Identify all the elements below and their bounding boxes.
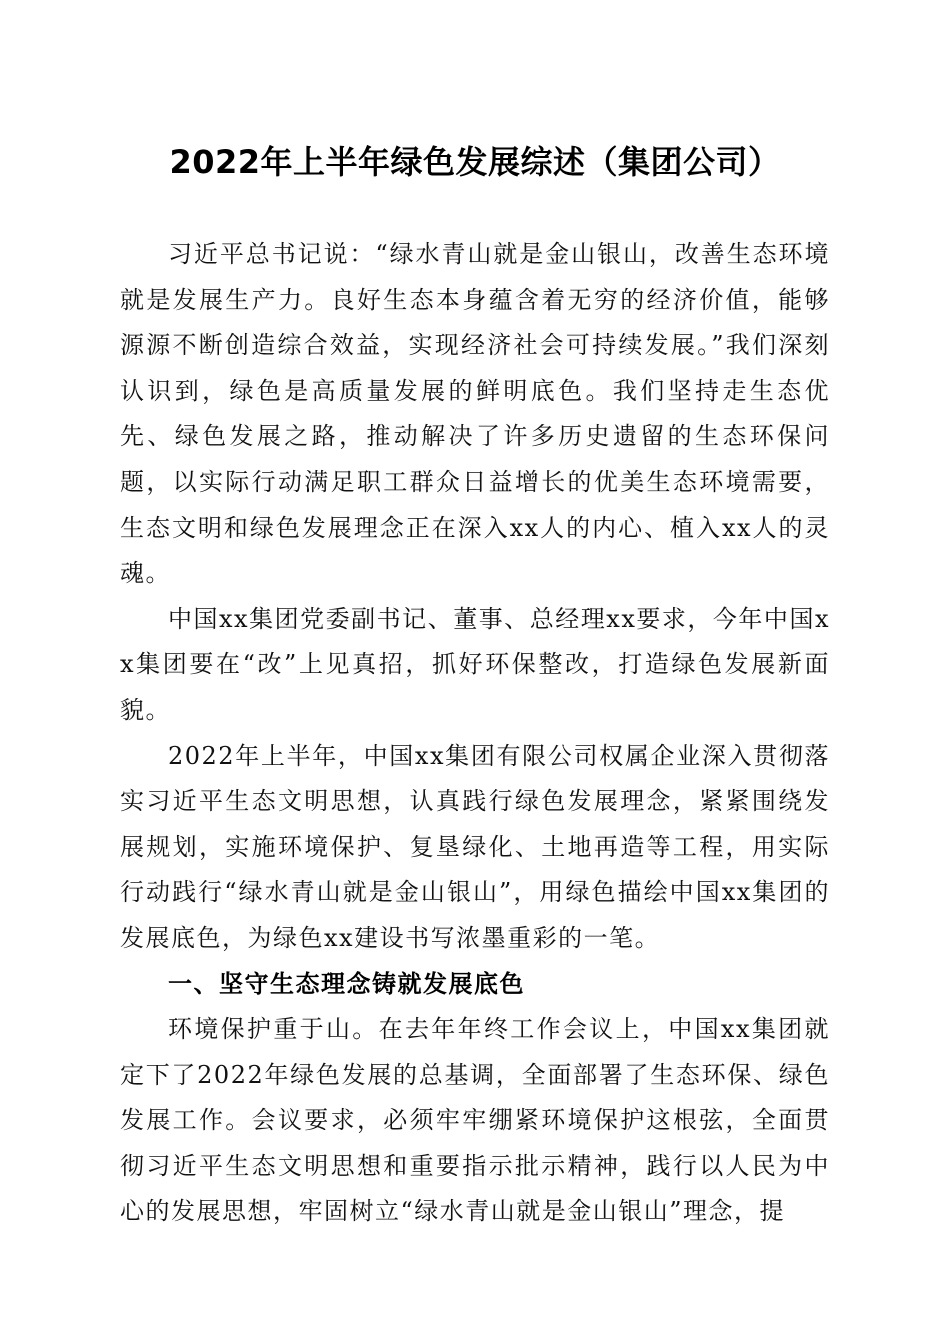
paragraph-half-year-summary: 2022年上半年，中国xx集团有限公司权属企业深入贯彻落实习近平生态文明思想，认真践行绿色发展理念，紧紧围绕发展规划，实施环境保护、复垦绿化、土地再造等工程，用实际行动践行“绿水青山就是金山银山”，用绿色描绘中国xx集团的发展底色，为绿色xx建设书写浓墨重彩的一笔。 — [120, 741, 830, 952]
paragraph-intro: 习近平总书记说：“绿水青山就是金山银山，改善生态环境就是发展生产力。良好生态本身蕴含着无穷的经济价值，能够源源不断创造综合效益，实现经济社会可持续发展。”我们深刻认识到，绿色是高质量发展的鲜明底色。我们坚持走生态优先、绿色发展之路，推动解决了许多历史遗留的生态环保问题，以实际行动满足职工群众日益增长的优美生态环境需要，生态文明和绿色发展理念正在深入xx人的内心、植入xx人的灵魂。 — [120, 240, 830, 588]
section-heading: 一、坚守生态理念铸就发展底色 — [168, 969, 525, 998]
document-title: 2022年上半年绿色发展综述（集团公司） — [169, 143, 781, 181]
document-body — [120, 232, 830, 1235]
paragraph-section-one: 环境保护重于山。在去年年终工作会议上，中国xx集团就定下了2022年绿色发展的总基调，全面部署了生态环保、绿色发展工作。会议要求，必须牢牢绷紧环境保护这根弦，全面贯彻习近平生态文明思想和重要指示批示精神，践行以人民为中心的发展思想，牢固树立“绿水青山就是金山银山”理念，提 — [120, 1015, 830, 1226]
paragraph-requirement: 中国xx集团党委副书记、董事、总经理xx要求，今年中国xx集团要在“改”上见真招，抓好环保整改，打造绿色发展新面貌。 — [120, 604, 830, 724]
